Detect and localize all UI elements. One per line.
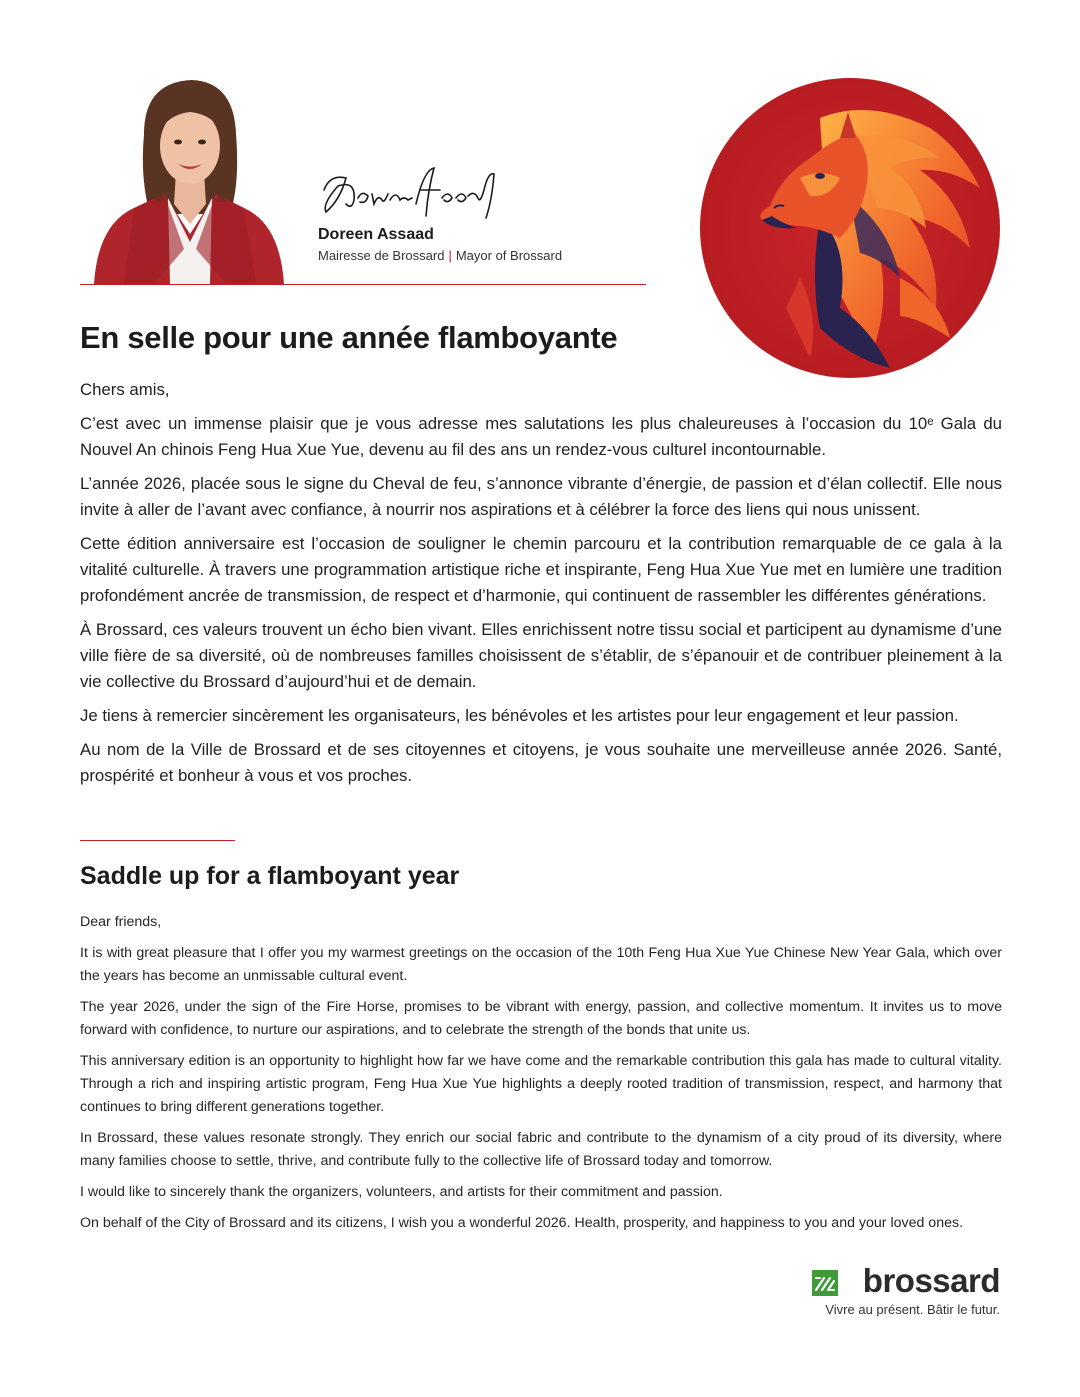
- english-paragraph: I would like to sincerely thank the organizers, volunteers, and artists for their commitment and passion.: [80, 1184, 723, 1200]
- english-paragraph: Dear friends,: [80, 914, 162, 930]
- section-divider: [80, 840, 235, 841]
- top-divider: [80, 284, 646, 285]
- english-paragraph: On behalf of the City of Brossard and its citizens, I wish you a wonderful 2026. Health, prosperity, and happiness to you and your loved ones.: [80, 1215, 964, 1231]
- french-paragraph: À Brossard, ces valeurs trouvent un écho bien vivant. Elles enrichissent notre tissu social et participent au dynamisme d’une ville fière de sa diversité, où de nombreuses familles choisissent de s’établir, de s’épanouir et de contribuer pleinement à la vie collective du Brossard d’aujourd’hui et de demain.: [80, 620, 1002, 691]
- brossard-leaf-icon: [812, 1270, 838, 1296]
- english-title: Saddle up for a flamboyant year: [80, 862, 460, 890]
- title-separator: |: [448, 248, 452, 263]
- english-paragraph: This anniversary edition is an opportunity to highlight how far we have come and the remarkable contribution this gala has made to cultural vitality. Through a rich and inspiring artistic program, Feng Hua Xue Yue highlights a deeply rooted tradition of transmission, respect, and harmony that continues to bring different generations together.: [80, 1053, 1002, 1115]
- english-paragraph: The year 2026, under the sign of the Fire Horse, promises to be vibrant with energy, passion, and collective momentum. It invites us to move forward with confidence, to nurture our aspirations, and to celebrate the strength of the bonds that unite us.: [80, 999, 1002, 1038]
- french-paragraph: Au nom de la Ville de Brossard et de ses citoyennes et citoyens, je vous souhaite une merveilleuse année 2026. Santé, prospérité et bonheur à vous et vos proches.: [80, 740, 1002, 785]
- french-paragraph: Cette édition anniversaire est l’occasion de souligner le chemin parcouru et la contribution remarquable de ce gala à la vitalité culturelle. À travers une programmation artistique riche et inspirante, Feng Hua Xue Yue met en lumière une tradition profondément ancrée de transmission, de respect et d’harmonie, qui continuent de rassembler les différentes générations.: [80, 534, 1002, 605]
- logo-wordmark: brossard: [862, 1262, 1000, 1299]
- english-letter-body: [80, 911, 1002, 1243]
- brossard-logo: [800, 1262, 1000, 1322]
- mayor-name: Doreen Assaad: [318, 226, 434, 243]
- french-paragraph: Chers amis,: [80, 380, 170, 399]
- french-paragraph: C’est avec un immense plaisir que je vous adresse mes salutations les plus chaleureuses à l’occasion du 10ᵉ Gala du Nouvel An chinois Feng Hua Xue Yue, devenu au fil des ans un rendez-vous culturel incontournable.: [80, 414, 1002, 459]
- signature: [316, 160, 501, 222]
- french-paragraph: L’année 2026, placée sous le signe du Cheval de feu, s’annonce vibrante d’énergie, de passion et d’élan collectif. Elle nous invite à aller de l’avant avec confiance, à nourrir nos aspirations et à célébrer la force des liens qui nous unissent.: [80, 474, 1002, 519]
- mayor-portrait: [84, 74, 294, 284]
- french-letter-body: [80, 377, 1002, 797]
- french-title: En selle pour une année flamboyante: [80, 320, 618, 355]
- mayor-title: [318, 248, 562, 263]
- logo-tagline: Vivre au présent. Bâtir le futur.: [825, 1302, 1000, 1317]
- mayor-title-en: Mayor of Brossard: [455, 248, 563, 263]
- mayor-title-fr: Mairesse de Brossard: [318, 248, 445, 263]
- english-paragraph: In Brossard, these values resonate strongly. They enrich our social fabric and contribute to the dynamism of a city proud of its diversity, where many families choose to settle, thrive, and contribute fully to the collective life of Brossard today and tomorrow.: [80, 1130, 1002, 1169]
- fire-horse-icon: [700, 78, 1000, 378]
- french-paragraph: Je tiens à remercier sincèrement les organisateurs, les bénévoles et les artistes pour leur engagement et leur passion.: [80, 706, 959, 725]
- english-paragraph: It is with great pleasure that I offer you my warmest greetings on the occasion of the 10th Feng Hua Xue Yue Chinese New Year Gala, which over the years has become an unmissable cultural event.: [80, 945, 1002, 984]
